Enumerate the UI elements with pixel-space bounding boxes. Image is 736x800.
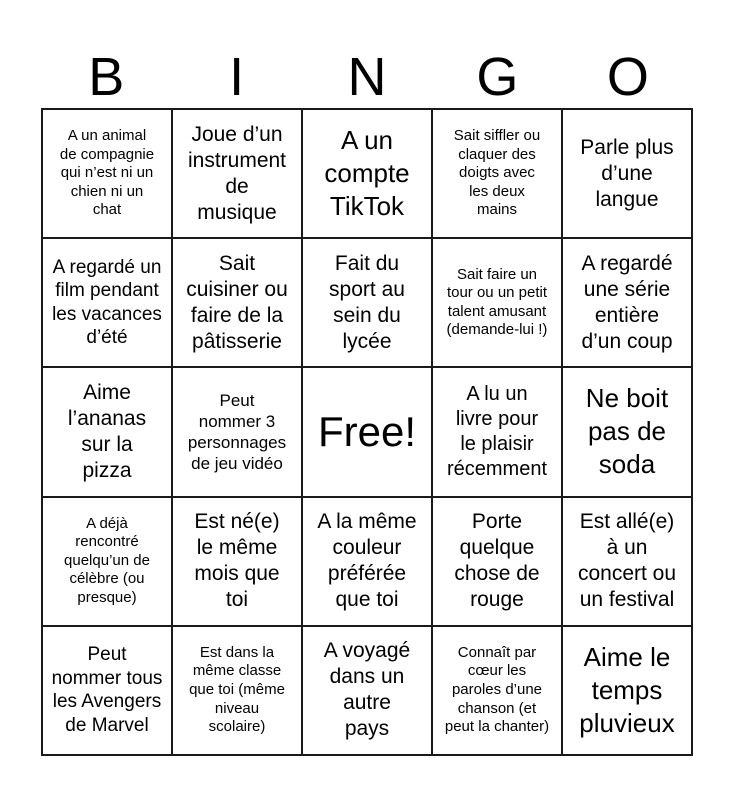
bingo-cell-r5c1[interactable]: [42, 626, 172, 755]
title-letter-i: I: [229, 47, 245, 107]
bingo-cell-r5c2[interactable]: [172, 626, 302, 755]
title-letter-n: N: [347, 47, 387, 107]
bingo-cell-r1c3[interactable]: [302, 109, 432, 238]
bingo-cell-r4c2[interactable]: [172, 497, 302, 626]
bingo-cell-r4c5[interactable]: [562, 497, 692, 626]
title-letter-g: G: [476, 47, 519, 107]
cell-text: A déjà rencontré quelqu’un de célèbre (ou presque): [64, 514, 150, 607]
bingo-cell-r2c2[interactable]: [172, 238, 302, 367]
bingo-cell-r3c2[interactable]: [172, 367, 302, 496]
cell-text: Porte quelque chose de rouge: [454, 510, 540, 612]
bingo-cell-r4c1[interactable]: [42, 497, 172, 626]
cell-text: A la même couleur préférée que toi: [317, 510, 417, 612]
cell-text: Est allé(e) à un concert ou un festival: [577, 510, 677, 612]
cell-text: Aime le temps pluvieux: [579, 641, 675, 738]
bingo-cell-r2c4[interactable]: [432, 238, 562, 367]
cell-text: Ne boit pas de soda: [585, 383, 669, 480]
bingo-cell-r4c4[interactable]: [432, 497, 562, 626]
bingo-cell-r1c1[interactable]: [42, 109, 172, 238]
bingo-title: [41, 0, 693, 108]
cell-text: Parle plus d’une langue: [580, 135, 674, 211]
cell-text: Sait cuisiner ou faire de la pâtisserie: [186, 251, 288, 353]
bingo-cell-r4c3[interactable]: [302, 497, 432, 626]
cell-text: Sait faire un tour ou un petit talent amusant (demande-lui !): [446, 265, 548, 339]
cell-text: A lu un livre pour le plaisir récemment: [446, 383, 548, 480]
free-space-cell[interactable]: [302, 367, 432, 496]
cell-text: Peut nommer tous les Avengers de Marvel: [51, 644, 163, 736]
cell-text: A regardé un film pendant les vacances d’été: [52, 256, 162, 349]
cell-text: Connaît par cœur les paroles d’une chanson (et peut la chanter): [444, 643, 550, 736]
bingo-cell-r2c1[interactable]: [42, 238, 172, 367]
bingo-cell-r3c5[interactable]: [562, 367, 692, 496]
cell-text: A voyagé dans un autre pays: [323, 639, 411, 741]
cell-text: Est né(e) le même mois que toi: [194, 510, 280, 612]
cell-text: A regardé une série entière d’un coup: [581, 251, 673, 353]
bingo-cell-r2c3[interactable]: [302, 238, 432, 367]
bingo-cell-r5c5[interactable]: [562, 626, 692, 755]
cell-text: Peut nommer 3 personnages de jeu vidéo: [187, 390, 287, 474]
cell-text: Joue d’un instrument de musique: [187, 122, 287, 224]
cell-text: A un compte TikTok: [324, 125, 410, 222]
bingo-cell-r1c2[interactable]: [172, 109, 302, 238]
bingo-cell-r5c3[interactable]: [302, 626, 432, 755]
bingo-cell-r3c4[interactable]: [432, 367, 562, 496]
bingo-cell-r3c1[interactable]: [42, 367, 172, 496]
bingo-grid: [41, 108, 693, 756]
cell-text: Aime l’ananas sur la pizza: [67, 380, 147, 482]
bingo-cell-r1c5[interactable]: [562, 109, 692, 238]
cell-text: Sait siffler ou claquer des doigts avec les deux mains: [453, 127, 541, 219]
title-letter-o: O: [606, 47, 649, 107]
cell-text: Fait du sport au sein du lycée: [329, 251, 405, 353]
bingo-cell-r5c4[interactable]: [432, 626, 562, 755]
bingo-cell-r2c5[interactable]: [562, 238, 692, 367]
bingo-cell-r1c4[interactable]: [432, 109, 562, 238]
cell-text: A un animal de compagnie qui n’est ni un chien ni un chat: [59, 127, 155, 219]
free-space-text: Free!: [317, 407, 417, 455]
title-letter-b: B: [88, 47, 125, 107]
cell-text: Est dans la même classe que toi (même niveau scolaire): [189, 643, 285, 736]
